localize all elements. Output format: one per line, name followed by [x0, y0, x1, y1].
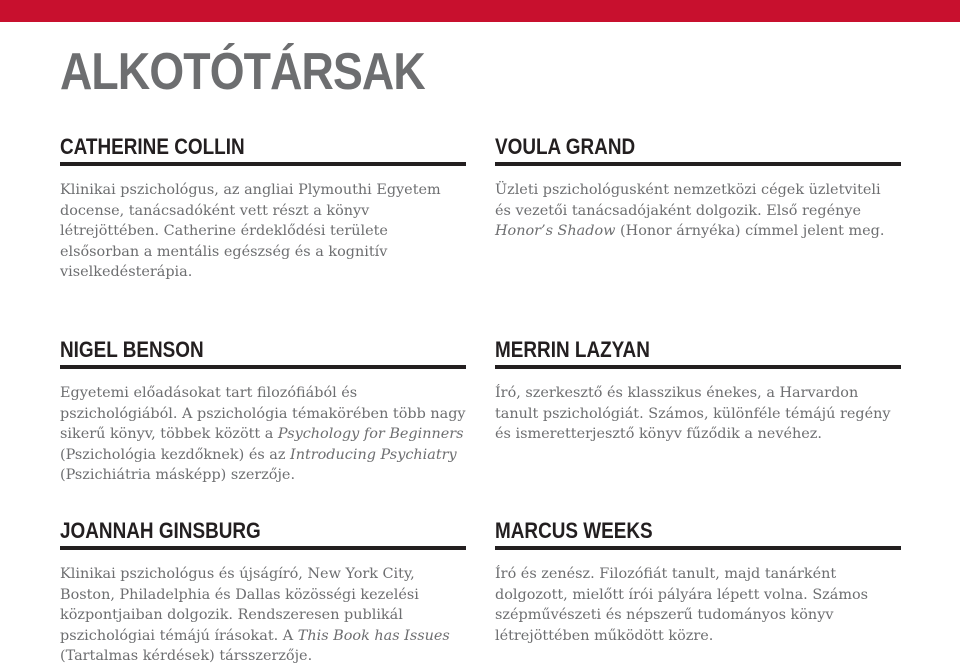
contributor-catherine-collin: [60, 134, 466, 283]
heading-rule: [60, 162, 466, 166]
contributor-bio: Klinikai pszichológus, az angliai Plymouthi Egyetem docense, tanácsadóként vett részt a könyv létrejöttében. Catherine érdeklődési területe elsősorban a mentális egészség és a kognitív viselkedésterápia.: [60, 182, 441, 281]
top-accent-bar: [0, 0, 960, 22]
contributor-bio: Üzleti pszichológusként nemzetközi cégek üzletviteli és vezetői tanácsadójaként dolgozik. Első regénye Honor’s Shadow (Honor árnyéka) címmel jelent meg.: [495, 182, 885, 240]
heading-rule: [495, 365, 901, 369]
contributor-name: CATHERINE COLLIN: [60, 134, 245, 159]
contributor-marcus-weeks: [495, 518, 901, 646]
book-title: Psychology for Beginners: [277, 426, 464, 443]
heading-rule: [495, 162, 901, 166]
heading-rule: [495, 546, 901, 550]
contributor-merrin-lazyan: [495, 337, 901, 445]
book-title: This Book has Issues: [297, 627, 450, 644]
book-title: Honor’s Shadow: [495, 223, 616, 240]
contributor-name: MARCUS WEEKS: [495, 518, 653, 543]
contributor-voula-grand: [495, 134, 901, 242]
heading-rule: [60, 365, 466, 369]
heading-rule: [60, 546, 466, 550]
contributor-name: NIGEL BENSON: [60, 337, 204, 362]
contributor-joannah-ginsburg: [60, 518, 466, 667]
page-title: ALKOTÓTÁRSAK: [60, 43, 425, 101]
contributor-bio: Egyetemi előadásokat tart filozófiából és pszichológiából. A pszichológia témakörében több nagy sikerű könyv, többek között a Psychology for Beginners (Pszichológia kezdőknek) és az Introducing Psychiatry (Pszichiátria másképp) szerzője.: [60, 385, 466, 484]
book-title: Introducing Psychiatry: [290, 446, 457, 463]
contributor-nigel-benson: [60, 337, 466, 486]
contributor-name: VOULA GRAND: [495, 134, 636, 159]
contributor-name: MERRIN LAZYAN: [495, 337, 650, 362]
contributor-bio: Író, szerkesztő és klasszikus énekes, a Harvardon tanult pszichológiát. Számos, különféle témájú regény és ismeretterjesztő könyv fűződik a nevéhez.: [495, 385, 891, 443]
contributor-bio: Klinikai pszichológus és újságíró, New York City, Boston, Philadelphia és Dallas közösségi kezelési központjaiban dolgozik. Rendszeresen publikál pszichológiai témájú írásokat. A This Book has Issues (Tartalmas kérdések) társszerzője.: [60, 566, 450, 665]
contributor-bio: Író és zenész. Filozófiát tanult, majd tanárként dolgozott, mielőtt írói pályára lépett volna. Számos szépművészeti és népszerű tudományos könyv létrejöttében működött közre.: [495, 566, 869, 644]
contributor-name: JOANNAH GINSBURG: [60, 518, 261, 543]
